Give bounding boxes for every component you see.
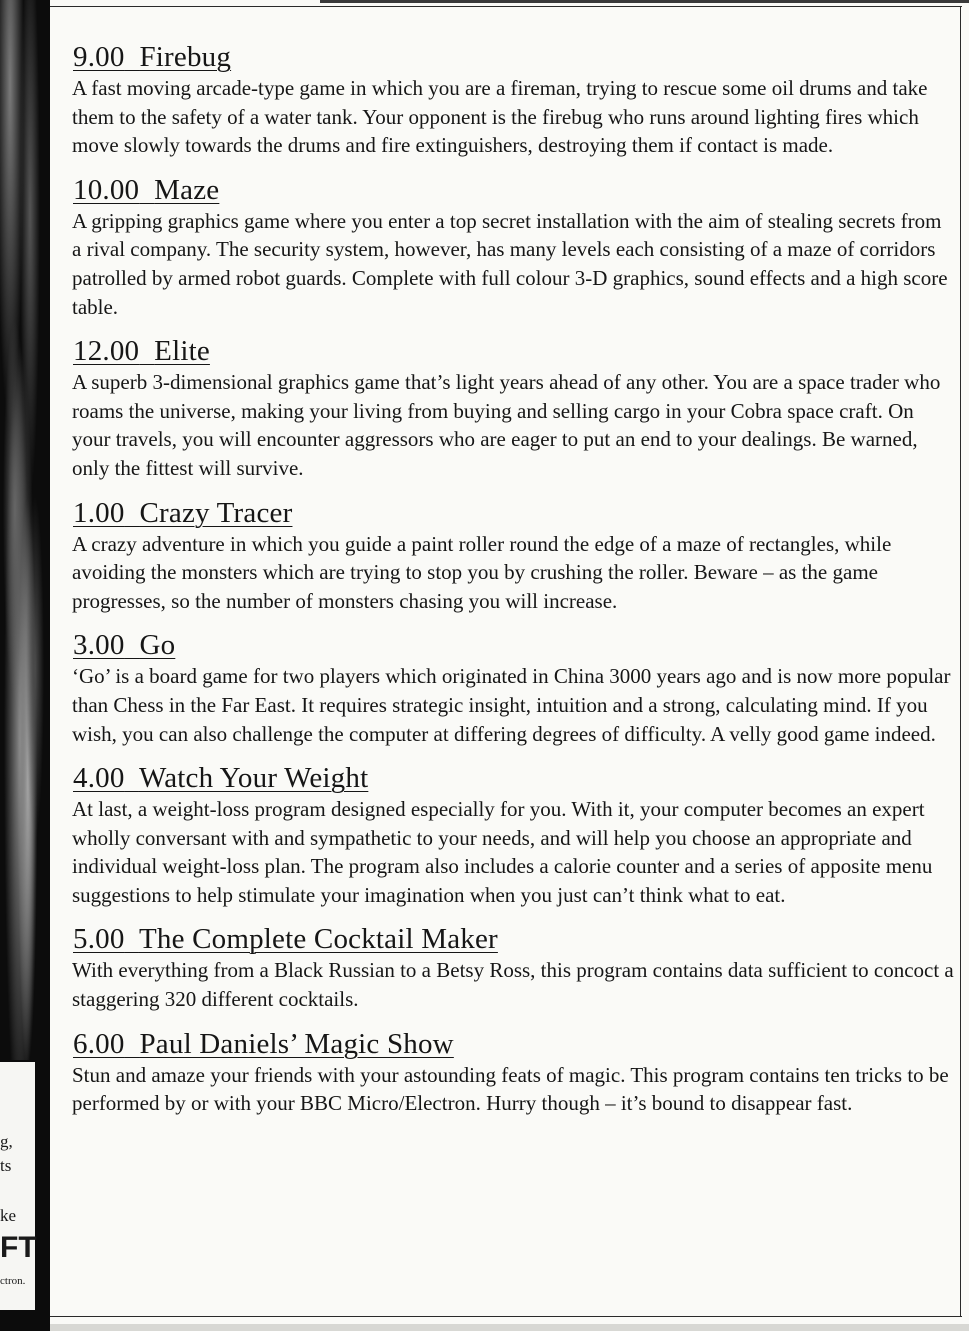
programme-time: 4.00 — [73, 762, 125, 795]
programme-heading-underlined — [73, 335, 210, 367]
programme-heading — [73, 763, 956, 794]
programme-heading — [73, 630, 956, 661]
programme-heading-underlined — [73, 41, 231, 73]
programme-heading — [73, 924, 956, 955]
programme-description: ‘Go’ is a board game for two players which originated in China 3000 years ago and is now more popular than Chess in the Far East. It requires strategic insight, intuition and a strong, calculating mind. If you wish, you can also challenge the computer at differing degrees of difficulty. A velly good game indeed. — [72, 664, 951, 746]
programme-title: Paul Daniels’ Magic Show — [139, 1027, 454, 1060]
programme-title: Go — [139, 629, 176, 662]
programme-heading — [73, 498, 956, 529]
left-fragment-logo: FT — [0, 1231, 37, 1264]
left-fragment-text: ts — [0, 1156, 12, 1175]
programme-heading-underlined — [73, 497, 292, 529]
programme-entry — [72, 630, 956, 748]
left-page-photo-fragment — [0, 0, 50, 1060]
programme-description: A crazy adventure in which you guide a paint roller round the edge of a maze of rectangles, while avoiding the monsters which are trying to stop you by crushing the roller. Beware – as the game progresses, so the number of monsters chasing you will increase. — [72, 531, 892, 613]
programme-heading — [73, 42, 956, 73]
programme-heading-underlined — [73, 629, 175, 661]
programme-title: The Complete Cocktail Maker — [138, 923, 498, 956]
programme-title: Elite — [154, 335, 210, 368]
programme-heading — [73, 175, 956, 206]
page-bottom-edge — [50, 1324, 969, 1331]
programme-description: A gripping graphics game where you enter a top secret installation with the aim of stealing secrets from a rival company. The security system, however, has many levels each consisting of a maze of corridors patrolled by armed robot guards. Complete with full colour 3-D graphics, sound effects and a high score table. — [72, 208, 948, 319]
programme-description: A superb 3-dimensional graphics game that’s light years ahead of any other. You are a space trader who roams the universe, making your living from buying and selling cargo in your Cobra space craft. On your travels, you will encounter aggressors who are eager to put an end to your dealings. Be warned, only the fittest will survive. — [72, 370, 941, 480]
left-page-edge — [0, 0, 50, 1331]
programme-heading — [73, 1029, 956, 1060]
programme-entry — [72, 498, 956, 616]
programme-time: 3.00 — [73, 629, 125, 662]
programme-time: 10.00 — [73, 173, 140, 206]
programme-entry — [72, 336, 956, 482]
programme-time: 5.00 — [73, 923, 125, 956]
left-fragment-text: g, — [0, 1132, 13, 1151]
programme-heading — [73, 336, 956, 367]
frame-rule-bottom — [50, 1316, 962, 1317]
programme-time: 1.00 — [73, 496, 125, 529]
programme-title: Maze — [154, 173, 220, 206]
programme-entry — [72, 42, 956, 160]
programme-title: Crazy Tracer — [139, 496, 293, 529]
programme-heading-underlined — [73, 923, 498, 955]
programme-title: Firebug — [139, 41, 232, 73]
programme-schedule — [72, 42, 956, 1118]
top-edge-shadow — [320, 0, 969, 3]
programme-entry — [72, 763, 956, 909]
programme-description: At last, a weight-loss program designed especially for you. With it, your computer becomes an expert wholly conversant with and sympathetic to your needs, and will help you choose an appropriate and individual weight-loss plan. The program also includes a calorie counter and a series of apposite menu suggestions to help stimulate your imagination when you just can’t think what to eat. — [72, 797, 933, 907]
programme-description: Stun and amaze your friends with your astounding feats of magic. This program contains ten tricks to be performed by or with your BBC Micro/Electron. Hurry though – it’s bound to disappear fast. — [72, 1062, 949, 1116]
programme-heading-underlined — [73, 1028, 454, 1060]
left-fragment-text: ctron. — [0, 1275, 26, 1287]
frame-rule-right — [960, 6, 961, 1316]
programme-entry — [72, 175, 956, 321]
left-fragment-text: ke — [0, 1206, 17, 1225]
programme-time: 12.00 — [73, 335, 140, 368]
programme-time: 9.00 — [73, 41, 125, 73]
programme-description: With everything from a Black Russian to a Betsy Ross, this program contains data sufficient to concoct a staggering 320 different cocktails. — [72, 958, 954, 1012]
programme-entry — [72, 924, 956, 1013]
programme-title: Watch Your Weight — [138, 762, 369, 795]
programme-entry — [72, 1029, 956, 1118]
programme-heading-underlined — [73, 762, 368, 794]
programme-heading-underlined — [73, 174, 219, 206]
programme-time: 6.00 — [73, 1027, 125, 1060]
frame-rule-top — [50, 6, 962, 7]
left-page-text-fragment — [0, 1062, 35, 1310]
programme-description: A fast moving arcade-type game in which you are a fireman, trying to rescue some oil drums and take them to the safety of a water tank. Your opponent is the firebug who runs around lighting fires which move slowly towards the drums and fire extinguishers, destroying them if contact is made. — [72, 76, 928, 158]
